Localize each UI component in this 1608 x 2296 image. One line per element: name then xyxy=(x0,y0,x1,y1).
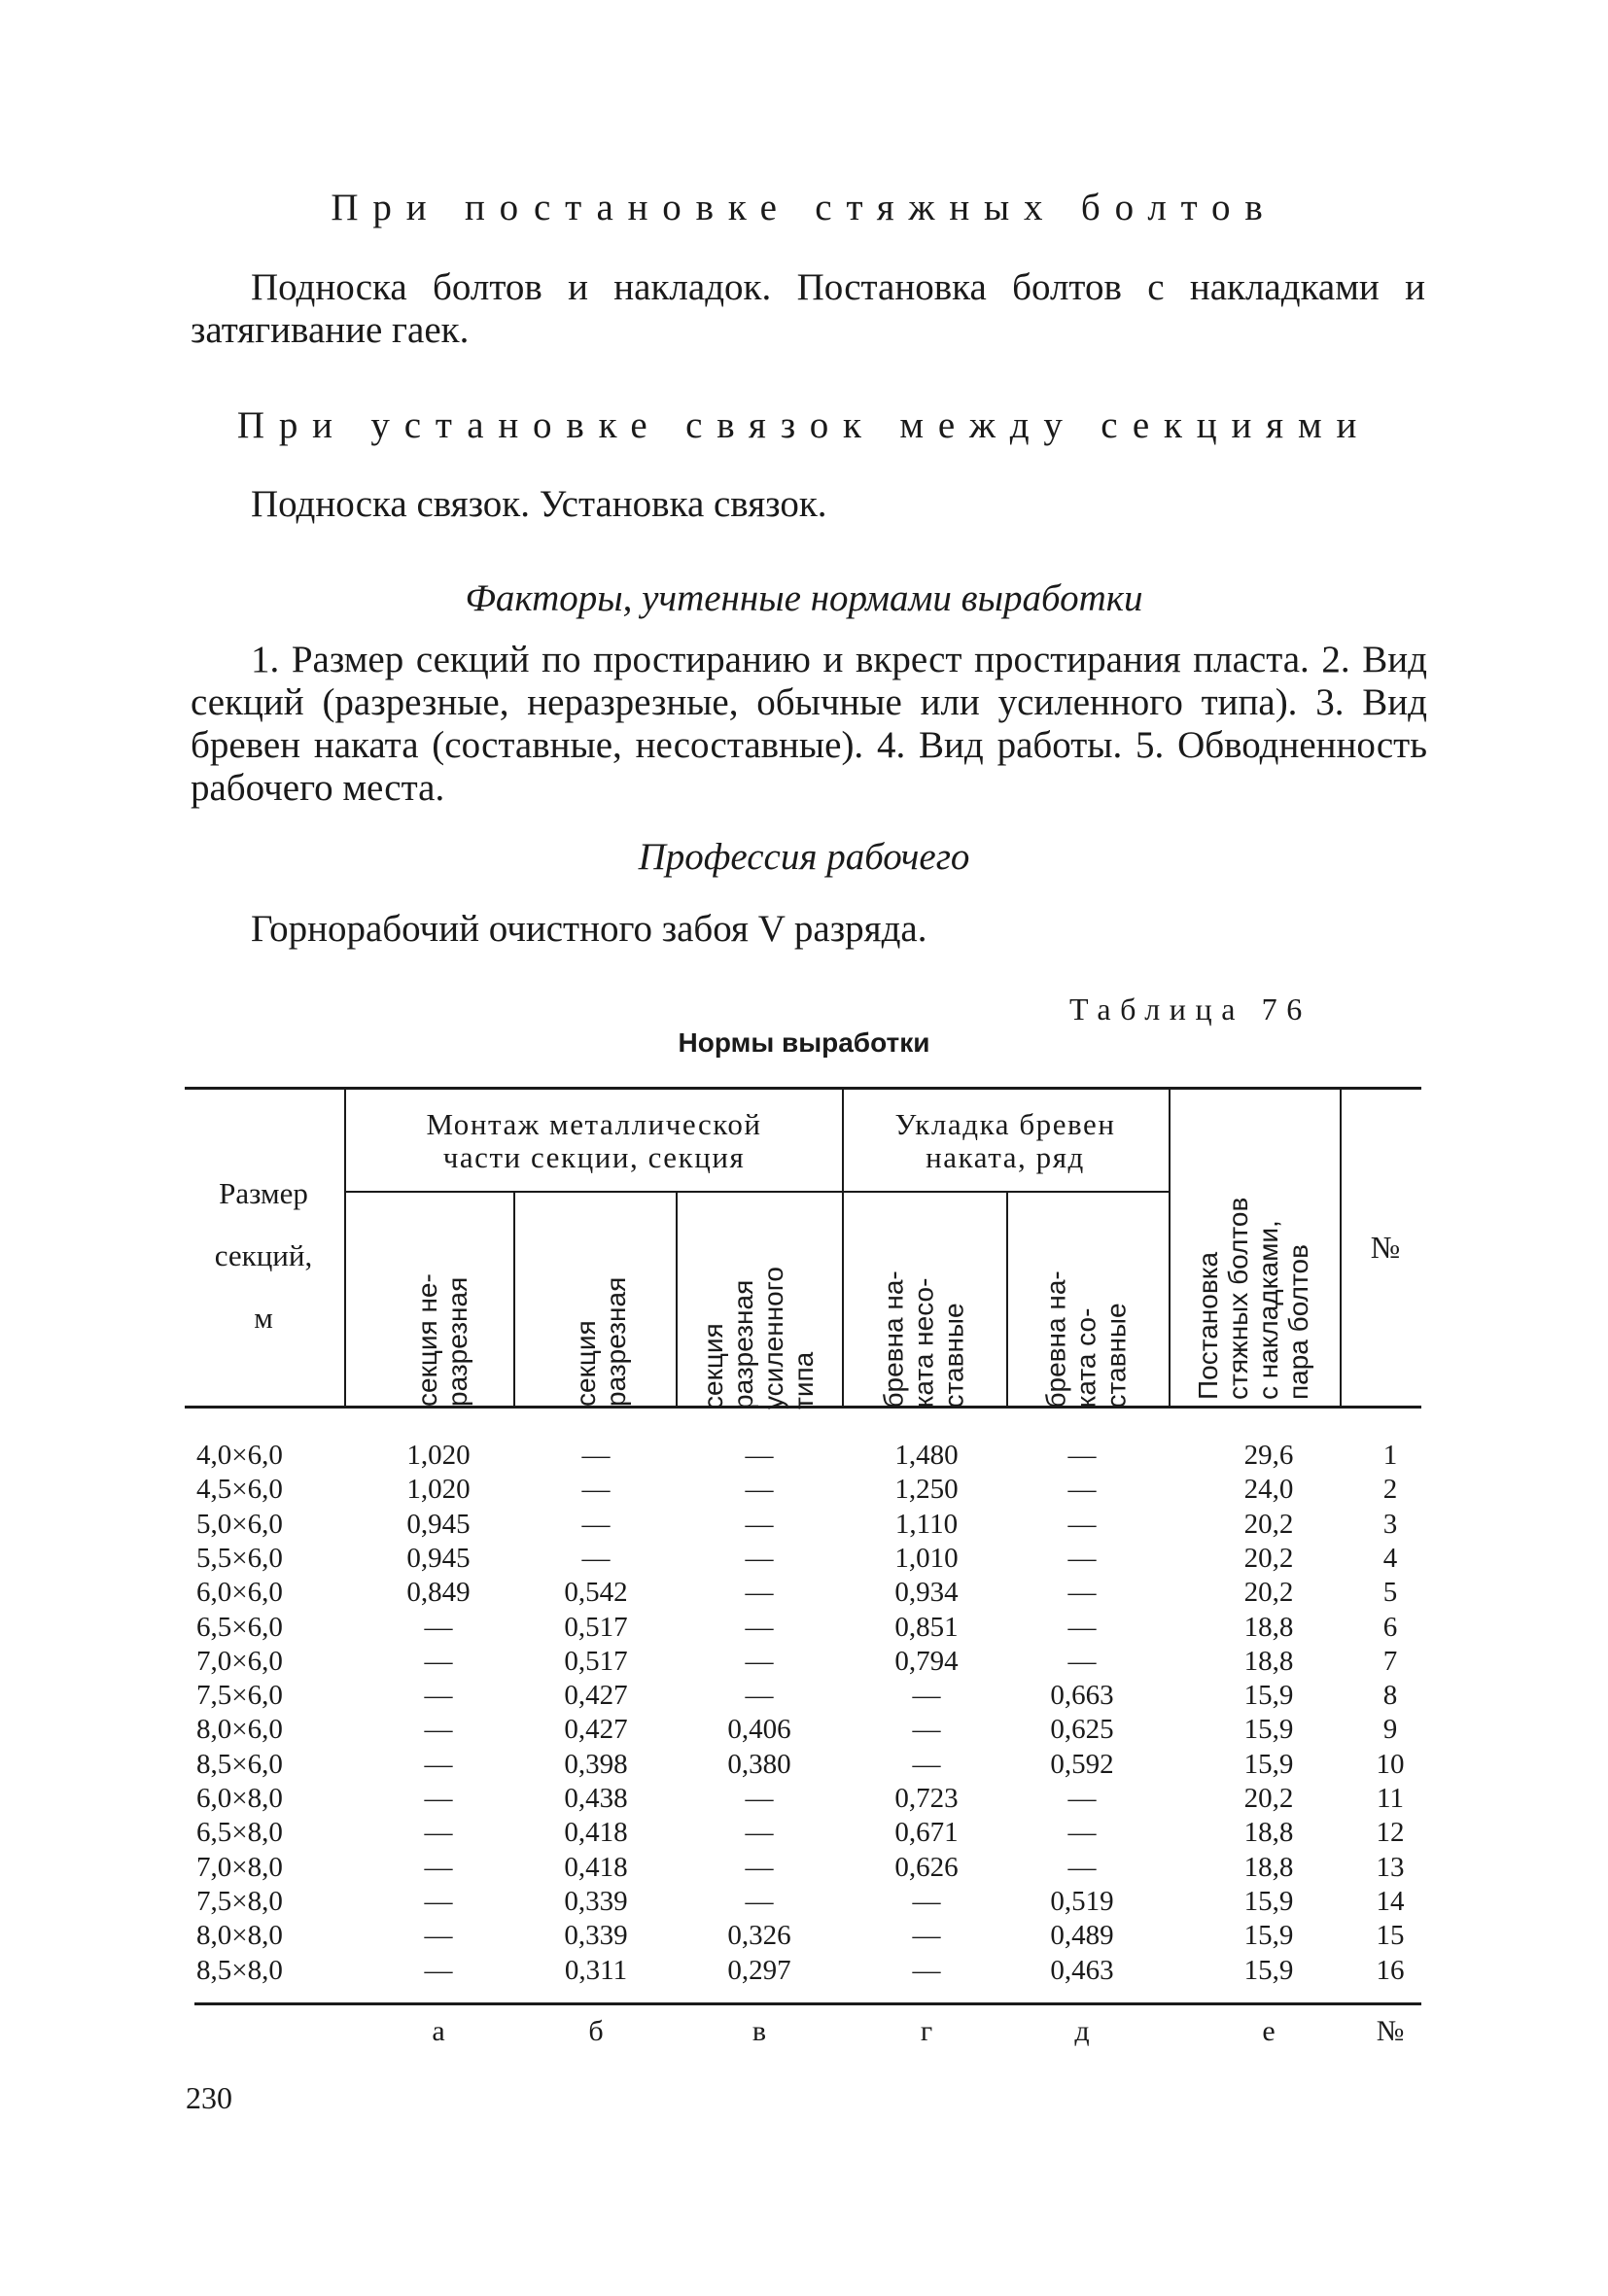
cell-a: — xyxy=(424,1748,453,1780)
cell-f: 15,9 xyxy=(1243,1885,1294,1917)
cell-size: 4,5×6,0 xyxy=(196,1474,283,1506)
cell-f: 15,9 xyxy=(1243,1748,1294,1780)
vline-e xyxy=(1169,1090,1171,1406)
header-no: № xyxy=(1370,1230,1401,1265)
cell-c: — xyxy=(745,1577,774,1609)
cell-e: 0,592 xyxy=(1050,1748,1114,1780)
cell-f: 20,2 xyxy=(1243,1577,1294,1609)
cell-f: 18,8 xyxy=(1243,1611,1294,1643)
header-col-e-line-3: ставные xyxy=(1101,1303,1132,1409)
footer-letter-no: № xyxy=(1376,2015,1405,2047)
cell-a: 1,020 xyxy=(406,1474,471,1506)
bolts-heading: При постановке стяжных болтов xyxy=(331,187,1277,228)
cell-no: 10 xyxy=(1376,1748,1405,1780)
cell-e: — xyxy=(1067,1851,1097,1883)
cell-f: 15,9 xyxy=(1243,1680,1294,1712)
cell-b: 0,517 xyxy=(564,1645,628,1677)
cell-e: — xyxy=(1067,1783,1097,1814)
cell-c: 0,380 xyxy=(727,1748,791,1780)
cell-e: 0,625 xyxy=(1050,1714,1114,1746)
cell-c: — xyxy=(745,1680,774,1712)
header-col-e-line-2: ката со- xyxy=(1070,1307,1101,1409)
cell-size: 8,0×6,0 xyxy=(196,1714,283,1746)
header-col-a xyxy=(412,1212,474,1407)
cell-e: 0,463 xyxy=(1050,1954,1114,1986)
header-col-d-line-2: ката несо- xyxy=(908,1277,939,1409)
cell-c: — xyxy=(745,1851,774,1883)
cell-a: 0,945 xyxy=(406,1508,471,1540)
table-bottom-rule xyxy=(194,2002,1421,2005)
cell-a: — xyxy=(424,1954,453,1986)
cell-e: — xyxy=(1067,1817,1097,1849)
cell-b: 0,427 xyxy=(564,1714,628,1746)
cell-d: — xyxy=(912,1954,941,1986)
cell-d: 0,851 xyxy=(894,1611,959,1643)
cell-d: 0,671 xyxy=(894,1817,959,1849)
vline-size xyxy=(344,1090,346,1406)
cell-a: 1,020 xyxy=(406,1440,471,1471)
cell-f: 20,2 xyxy=(1243,1783,1294,1814)
cell-c: — xyxy=(745,1885,774,1917)
cell-c: 0,406 xyxy=(727,1714,791,1746)
header-col-c xyxy=(698,1209,821,1409)
logs-group-rule xyxy=(842,1191,1169,1193)
cell-f: 15,9 xyxy=(1243,1920,1294,1952)
profession-text: Горнорабочий очистного забоя V разряда. xyxy=(251,908,927,950)
header-col-d-line-1: бревна на- xyxy=(878,1270,909,1409)
cell-c: — xyxy=(745,1645,774,1677)
factors-text: 1. Размер секций по простиранию и вкрест простирания пласта. 2. Вид секций (разрезные, неразрезные, обычные или усиленного типа). 3. Вид бревен наката (составные, несоставные). 4. Вид работы. 5. Обводненность рабочего места. xyxy=(191,639,1427,809)
cell-no: 4 xyxy=(1382,1542,1398,1574)
cell-a: — xyxy=(424,1680,453,1712)
header-col-f-line-3: с накладками, xyxy=(1253,1220,1283,1400)
cell-size: 8,5×6,0 xyxy=(196,1748,283,1780)
cell-size: 7,5×8,0 xyxy=(196,1885,283,1917)
vline-f xyxy=(1340,1090,1342,1406)
header-col-c-line-2: разрезная xyxy=(728,1279,758,1409)
cell-f: 18,8 xyxy=(1243,1851,1294,1883)
header-col-e-line-1: бревна на- xyxy=(1040,1270,1071,1409)
cell-b: 0,339 xyxy=(564,1885,628,1917)
cell-no: 7 xyxy=(1382,1645,1398,1677)
cell-e: — xyxy=(1067,1508,1097,1540)
montage-group-rule xyxy=(346,1191,842,1193)
cell-b: 0,438 xyxy=(564,1783,628,1814)
header-col-c-line-1: секция xyxy=(698,1323,728,1409)
table-title: Нормы выработки xyxy=(678,1027,930,1058)
vline-b xyxy=(676,1193,678,1406)
header-montage-line-2: части секции, секция xyxy=(442,1140,746,1174)
cell-d: 0,723 xyxy=(894,1783,959,1814)
cell-f: 18,8 xyxy=(1243,1645,1294,1677)
vline-d xyxy=(1006,1193,1008,1406)
cell-no: 13 xyxy=(1376,1851,1405,1883)
cell-f: 15,9 xyxy=(1243,1714,1294,1746)
cell-a: — xyxy=(424,1920,453,1952)
cell-d: 0,626 xyxy=(894,1851,959,1883)
cell-c: — xyxy=(745,1440,774,1471)
footer-letter-f: е xyxy=(1262,2015,1276,2047)
cell-no: 3 xyxy=(1382,1508,1398,1540)
cell-size: 4,0×6,0 xyxy=(196,1440,283,1471)
header-col-e xyxy=(1041,1212,1134,1409)
cell-no: 12 xyxy=(1376,1817,1405,1849)
cell-c: — xyxy=(745,1783,774,1814)
cell-d: 1,250 xyxy=(894,1474,959,1506)
cell-b: 0,427 xyxy=(564,1680,628,1712)
cell-f: 20,2 xyxy=(1243,1542,1294,1574)
cell-e: 0,663 xyxy=(1050,1680,1114,1712)
cell-size: 7,0×8,0 xyxy=(196,1851,283,1883)
header-col-f-line-1: Постановка xyxy=(1193,1251,1223,1400)
cell-no: 8 xyxy=(1382,1680,1398,1712)
footer-letter-e: д xyxy=(1074,2015,1090,2047)
header-logs-group xyxy=(844,1108,1167,1174)
cell-a: — xyxy=(424,1714,453,1746)
cell-e: — xyxy=(1067,1645,1097,1677)
cell-b: 0,542 xyxy=(564,1577,628,1609)
cell-b: 0,339 xyxy=(564,1920,628,1952)
header-col-a-line-2: разрезная xyxy=(442,1276,472,1407)
cell-size: 6,5×8,0 xyxy=(196,1817,283,1849)
cell-c: — xyxy=(745,1817,774,1849)
header-size-line-3: м xyxy=(254,1301,273,1335)
cell-size: 6,5×6,0 xyxy=(196,1611,283,1643)
cell-b: — xyxy=(581,1542,611,1574)
header-col-a-line-1: секция не- xyxy=(412,1273,442,1407)
cell-no: 9 xyxy=(1382,1714,1398,1746)
cell-b: 0,311 xyxy=(564,1954,628,1986)
cell-e: 0,519 xyxy=(1050,1885,1114,1917)
cell-size: 5,0×6,0 xyxy=(196,1508,283,1540)
cell-f: 20,2 xyxy=(1243,1508,1294,1540)
header-col-f-line-2: стяжных болтов xyxy=(1223,1197,1253,1400)
cell-size: 7,5×6,0 xyxy=(196,1680,283,1712)
footer-letter-b: б xyxy=(588,2015,604,2047)
cell-c: — xyxy=(745,1474,774,1506)
cell-size: 8,0×8,0 xyxy=(196,1920,283,1952)
cell-b: 0,517 xyxy=(564,1611,628,1643)
cell-d: — xyxy=(912,1748,941,1780)
cell-f: 29,6 xyxy=(1243,1440,1294,1471)
cell-a: — xyxy=(424,1885,453,1917)
cell-a: — xyxy=(424,1783,453,1814)
cell-e: 0,489 xyxy=(1050,1920,1114,1952)
cell-no: 14 xyxy=(1376,1885,1405,1917)
cell-size: 8,5×8,0 xyxy=(196,1954,283,1986)
header-logs-line-2: наката, ряд xyxy=(926,1140,1085,1174)
cell-d: 1,010 xyxy=(894,1542,959,1574)
cell-a: 0,849 xyxy=(406,1577,471,1609)
cell-size: 6,0×8,0 xyxy=(196,1783,283,1814)
cell-no: 1 xyxy=(1382,1440,1398,1471)
cell-c: — xyxy=(745,1611,774,1643)
cell-b: — xyxy=(581,1474,611,1506)
cell-c: 0,326 xyxy=(727,1920,791,1952)
cell-no: 11 xyxy=(1377,1783,1404,1814)
cell-d: — xyxy=(912,1920,941,1952)
cell-c: — xyxy=(745,1508,774,1540)
vline-a xyxy=(513,1193,515,1406)
factors-heading: Факторы, учтенные нормами выработки xyxy=(465,577,1143,619)
cell-e: — xyxy=(1067,1440,1097,1471)
ties-heading: При установке связок между секциями xyxy=(236,404,1372,446)
cell-c: 0,297 xyxy=(727,1954,791,1986)
ties-text: Подноска связок. Установка связок. xyxy=(251,483,827,525)
cell-e: — xyxy=(1067,1577,1097,1609)
footer-letter-c: в xyxy=(752,2015,767,2047)
cell-d: 1,110 xyxy=(894,1508,959,1540)
cell-d: 0,794 xyxy=(894,1645,959,1677)
cell-b: 0,418 xyxy=(564,1817,628,1849)
header-montage-group xyxy=(348,1108,840,1174)
header-size-line-2: секций, xyxy=(214,1238,313,1272)
header-col-b xyxy=(571,1212,633,1407)
cell-a: — xyxy=(424,1645,453,1677)
cell-no: 2 xyxy=(1382,1474,1398,1506)
cell-b: 0,398 xyxy=(564,1748,628,1780)
cell-b: — xyxy=(581,1508,611,1540)
header-col-b-line-2: разрезная xyxy=(601,1276,631,1407)
cell-a: — xyxy=(424,1851,453,1883)
profession-heading: Профессия рабочего xyxy=(638,836,970,878)
header-size-line-1: Размер xyxy=(219,1176,308,1210)
header-col-f xyxy=(1193,1098,1315,1400)
cell-no: 6 xyxy=(1382,1611,1398,1643)
table-top-rule xyxy=(185,1087,1421,1090)
cell-b: — xyxy=(581,1440,611,1471)
cell-f: 15,9 xyxy=(1243,1954,1294,1986)
cell-size: 5,5×6,0 xyxy=(196,1542,283,1574)
cell-size: 6,0×6,0 xyxy=(196,1577,283,1609)
header-col-f-line-4: пара болтов xyxy=(1283,1244,1313,1400)
cell-d: 1,480 xyxy=(894,1440,959,1471)
cell-b: 0,418 xyxy=(564,1851,628,1883)
cell-d: 0,934 xyxy=(894,1577,959,1609)
header-col-d-line-3: ставные xyxy=(938,1303,969,1409)
cell-d: — xyxy=(912,1680,941,1712)
cell-d: — xyxy=(912,1885,941,1917)
cell-c: — xyxy=(745,1542,774,1574)
header-montage-line-1: Монтаж металлической xyxy=(426,1107,762,1141)
header-size xyxy=(191,1163,336,1349)
header-col-c-line-3: усиленного xyxy=(758,1267,788,1409)
bolts-text: Подноска болтов и накладок. Постановка болтов с накладками и затягивание гаек. xyxy=(191,266,1425,351)
cell-no: 16 xyxy=(1376,1954,1405,1986)
header-logs-line-1: Укладка бревен xyxy=(894,1107,1116,1141)
cell-a: — xyxy=(424,1817,453,1849)
cell-d: — xyxy=(912,1714,941,1746)
cell-f: 18,8 xyxy=(1243,1817,1294,1849)
header-col-d xyxy=(879,1212,971,1409)
cell-e: — xyxy=(1067,1611,1097,1643)
cell-size: 7,0×6,0 xyxy=(196,1645,283,1677)
footer-letter-a: а xyxy=(432,2015,445,2047)
table-label: Таблица 76 xyxy=(1069,991,1311,1026)
cell-no: 15 xyxy=(1376,1920,1405,1952)
cell-a: — xyxy=(424,1611,453,1643)
cell-no: 5 xyxy=(1382,1577,1398,1609)
header-col-c-line-4: типа xyxy=(788,1351,819,1409)
footer-letter-d: г xyxy=(920,2015,933,2047)
cell-e: — xyxy=(1067,1542,1097,1574)
page-number: 230 xyxy=(186,2080,232,2115)
cell-a: 0,945 xyxy=(406,1542,471,1574)
cell-e: — xyxy=(1067,1474,1097,1506)
header-col-b-line-1: секция xyxy=(571,1320,601,1407)
cell-f: 24,0 xyxy=(1243,1474,1294,1506)
